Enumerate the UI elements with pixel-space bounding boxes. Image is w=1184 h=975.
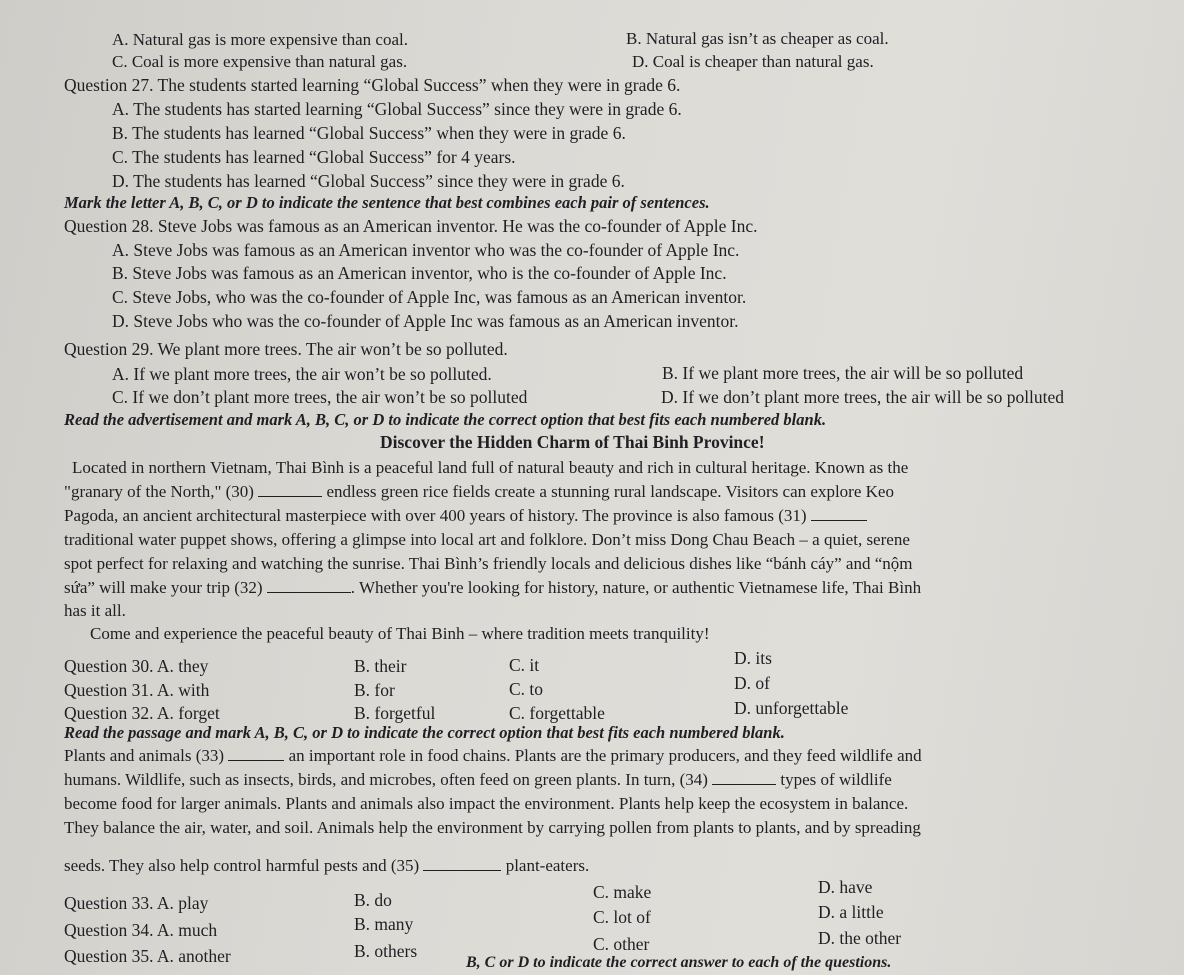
blank-34 bbox=[712, 770, 776, 785]
q29-option-d: D. If we don’t plant more trees, the air will be so polluted bbox=[661, 387, 1065, 407]
q32-option-d: D. unforgettable bbox=[734, 698, 849, 718]
q26-option-b: B. Natural gas isn’t as cheaper as coal. bbox=[626, 29, 889, 48]
blank-35 bbox=[423, 856, 501, 871]
q26-option-c: C. Coal is more expensive than natural gas. bbox=[112, 52, 408, 71]
q35-option-b: B. others bbox=[354, 941, 418, 961]
q28-option-a: A. Steve Jobs was famous as an American inventor who was the co-founder of Apple Inc. bbox=[112, 240, 740, 260]
q33-option-c: C. make bbox=[593, 882, 652, 902]
question-27: Question 27. The students started learning “Global Success” when they were in grade 6. bbox=[64, 75, 681, 95]
question-30: Question 30. A. they bbox=[64, 656, 209, 676]
ad-paragraph-line: has it all. bbox=[64, 601, 126, 620]
ad-text: sứa” will make your trip (32) bbox=[64, 578, 263, 597]
q33-option-d: D. have bbox=[818, 877, 873, 897]
ad-paragraph-line bbox=[64, 506, 867, 526]
ad-text: Pagoda, an ancient architectural masterpiece with over 400 years of history. The province is also famous (31) bbox=[64, 506, 807, 525]
q31-option-c: C. to bbox=[509, 679, 544, 699]
passage-line: They balance the air, water, and soil. Animals help the environment by carrying pollen from plants to plants, and by spreading bbox=[64, 818, 921, 837]
passage-line bbox=[64, 856, 589, 876]
passage-text: types of wildlife bbox=[780, 770, 892, 789]
q28-option-b: B. Steve Jobs was famous as an American inventor, who is the co-founder of Apple Inc. bbox=[112, 263, 727, 283]
advertisement-title: Discover the Hidden Charm of Thai Binh Province! bbox=[380, 432, 765, 452]
q30-option-d: D. its bbox=[734, 648, 772, 668]
question-28: Question 28. Steve Jobs was famous as an American inventor. He was the co-founder of Apple Inc. bbox=[64, 216, 758, 236]
q32-option-b: B. forgetful bbox=[354, 703, 436, 723]
passage-text: seeds. They also help control harmful pests and (35) bbox=[64, 856, 420, 875]
q32-option-c: C. forgettable bbox=[509, 703, 605, 723]
question-35: Question 35. A. another bbox=[64, 946, 231, 966]
passage-line bbox=[64, 746, 922, 766]
passage-text: Plants and animals (33) bbox=[64, 746, 225, 765]
q31-option-d: D. of bbox=[734, 673, 770, 693]
q34-option-c: C. lot of bbox=[593, 907, 651, 927]
question-29: Question 29. We plant more trees. The air won’t be so polluted. bbox=[64, 339, 508, 359]
q27-option-c: C. The students has learned “Global Success” for 4 years. bbox=[112, 147, 516, 167]
ad-text: . Whether you're looking for history, nature, or authentic Vietnamese life, Thai Bình bbox=[350, 578, 922, 597]
ad-text: endless green rice fields create a stunning rural landscape. Visitors can explore Keo bbox=[326, 482, 894, 501]
q27-option-a: A. The students has started learning “Global Success” since they were in grade 6. bbox=[112, 99, 682, 119]
blank-32 bbox=[267, 578, 351, 593]
q35-option-d: D. the other bbox=[818, 928, 902, 948]
q33-option-b: B. do bbox=[354, 890, 392, 910]
q27-option-b: B. The students has learned “Global Success” when they were in grade 6. bbox=[112, 123, 626, 143]
q29-option-b: B. If we plant more trees, the air will be so polluted bbox=[662, 363, 1024, 383]
q34-option-d: D. a little bbox=[818, 902, 884, 922]
ad-paragraph-line: traditional water puppet shows, offering a glimpse into local art and folklore. Don’t miss Dong Chau Beach – a quiet, serene bbox=[64, 530, 910, 549]
question-31: Question 31. A. with bbox=[64, 680, 210, 700]
q28-option-c: C. Steve Jobs, who was the co-founder of Apple Inc, was famous as an American inventor. bbox=[112, 287, 747, 307]
passage-text: plant-eaters. bbox=[505, 856, 590, 875]
q29-option-c: C. If we don’t plant more trees, the air won’t be so polluted bbox=[112, 387, 528, 407]
passage-text: an important role in food chains. Plants are the primary producers, and they feed wildlife and bbox=[288, 746, 922, 765]
ad-paragraph-line bbox=[64, 482, 894, 502]
ad-paragraph-line bbox=[64, 578, 921, 598]
q29-option-a: A. If we plant more trees, the air won’t be so polluted. bbox=[112, 364, 492, 384]
q26-option-d: D. Coal is cheaper than natural gas. bbox=[632, 52, 874, 71]
passage-text: humans. Wildlife, such as insects, birds, and microbes, often feed on green plants. In turn, (34) bbox=[64, 770, 708, 789]
blank-33 bbox=[228, 746, 284, 761]
ad-paragraph-line: spot perfect for relaxing and watching the sunrise. Thai Bình’s friendly locals and delicious dishes like “bánh cáy” and “nộm bbox=[64, 554, 913, 573]
q30-option-b: B. their bbox=[354, 656, 407, 676]
q27-option-d: D. The students has learned “Global Success” since they were in grade 6. bbox=[112, 171, 625, 191]
ad-text: "granary of the North," (30) bbox=[64, 482, 254, 501]
instruction-advertisement: Read the advertisement and mark A, B, C, or D to indicate the correct option that best fits each numbered blank. bbox=[64, 410, 827, 429]
passage-line: become food for larger animals. Plants and animals also impact the environment. Plants help keep the ecosystem in balance. bbox=[64, 794, 909, 813]
instruction-passage: Read the passage and mark A, B, C, or D to indicate the correct option that best fits each numbered blank. bbox=[64, 723, 785, 742]
q34-option-b: B. many bbox=[354, 914, 414, 934]
q28-option-d: D. Steve Jobs who was the co-founder of Apple Inc was famous as an American inventor. bbox=[112, 311, 739, 331]
question-32: Question 32. A. forget bbox=[64, 703, 220, 723]
q30-option-c: C. it bbox=[509, 655, 540, 675]
q35-option-c: C. other bbox=[593, 934, 650, 954]
question-33: Question 33. A. play bbox=[64, 893, 209, 913]
instruction-next-section: B, C or D to indicate the correct answer to each of the questions. bbox=[466, 954, 892, 971]
ad-closing-line: Come and experience the peaceful beauty of Thai Binh – where tradition meets tranquility! bbox=[90, 624, 710, 643]
question-34: Question 34. A. much bbox=[64, 920, 218, 940]
passage-line bbox=[64, 770, 892, 790]
q31-option-b: B. for bbox=[354, 680, 395, 700]
q26-option-a: A. Natural gas is more expensive than coal. bbox=[112, 30, 408, 49]
blank-31 bbox=[811, 506, 867, 521]
blank-30 bbox=[258, 482, 322, 497]
instruction-combine-sentences: Mark the letter A, B, C, or D to indicate the sentence that best combines each pair of sentences. bbox=[64, 193, 710, 212]
ad-paragraph-line: Located in northern Vietnam, Thai Bình is a peaceful land full of natural beauty and rich in cultural heritage. Known as the bbox=[72, 458, 909, 477]
